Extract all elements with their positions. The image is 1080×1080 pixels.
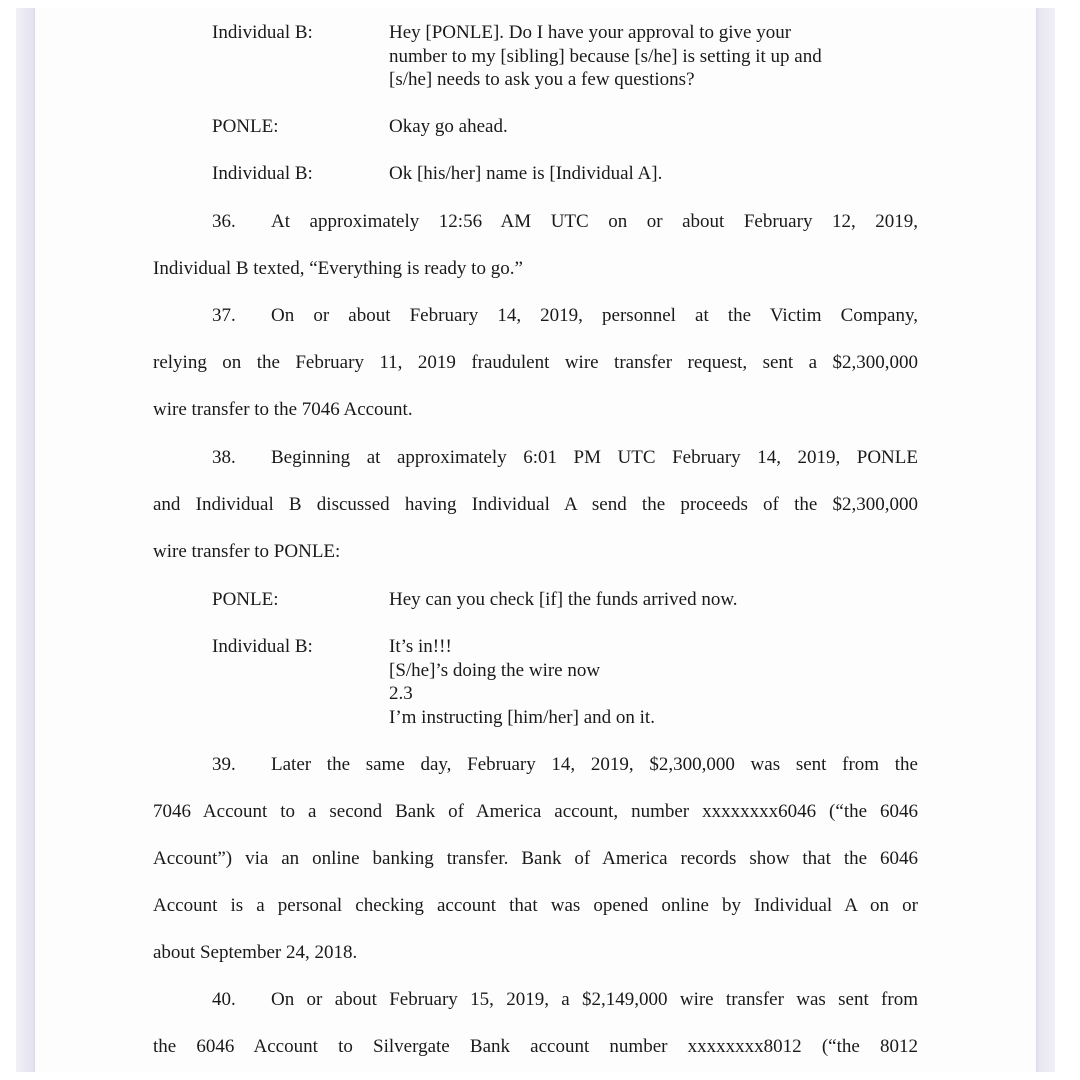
paragraph-36: 36. At approximately 12:56 AM UTC on or about February 12, 2019, Individual B texted, “Everything is ready to go.” (153, 198, 918, 292)
message-text: Ok [his/her] name is [Individual A]. (389, 163, 663, 184)
speaker-label: Individual B: (212, 163, 313, 184)
paragraph-number: 40. (212, 989, 236, 1010)
paragraph-38: 38. Beginning at approximately 6:01 PM UTC February 14, 2019, PONLE and Individual B discussed having Individual A send the proceeds of the $2,300,000 wire transfer to PONLE: (153, 434, 918, 575)
speaker-label: Individual B: (212, 636, 313, 657)
paragraph-number: 38. (212, 447, 236, 468)
message-text: Hey can you check [if] the funds arrived now. (389, 589, 738, 610)
message-text: It’s in!!! [S/he]’s doing the wire now 2.3 I’m instructing [him/her] and on it. (389, 636, 655, 728)
paragraph-40: 40. On or about February 15, 2019, a $2,149,000 wire transfer was sent from the 6046 Account to Silvergate Bank account number xxxxxxxx8012 (“the 8012 (153, 976, 918, 1070)
paragraph-number: 37. (212, 305, 236, 326)
speaker-label: PONLE: (212, 589, 279, 610)
speaker-label: Individual B: (212, 22, 313, 43)
paragraph-number: 36. (212, 211, 236, 232)
message-text: Okay go ahead. (389, 116, 508, 137)
paragraph-39: 39. Later the same day, February 14, 2019, $2,300,000 was sent from the 7046 Account to a second Bank of America account, number xxxxxxxx6046 (“the 6046 Account”) via an online banking transfer. Bank of America records show that the 6046 Account is a personal checking account that was opened online by Individual A on or about September 24, 2018. (153, 741, 918, 976)
speaker-label: PONLE: (212, 116, 279, 137)
paragraph-number: 39. (212, 754, 236, 775)
document-page (35, 8, 1036, 1072)
message-text: Hey [PONLE]. Do I have your approval to give your number to my [sibling] because [s/he] is setting it up and [s/he] needs to ask you a few questions? (389, 22, 822, 90)
paragraph-37: 37. On or about February 14, 2019, personnel at the Victim Company, relying on the February 11, 2019 fraudulent wire transfer request, sent a $2,300,000 wire transfer to the 7046 Account. (153, 292, 918, 433)
